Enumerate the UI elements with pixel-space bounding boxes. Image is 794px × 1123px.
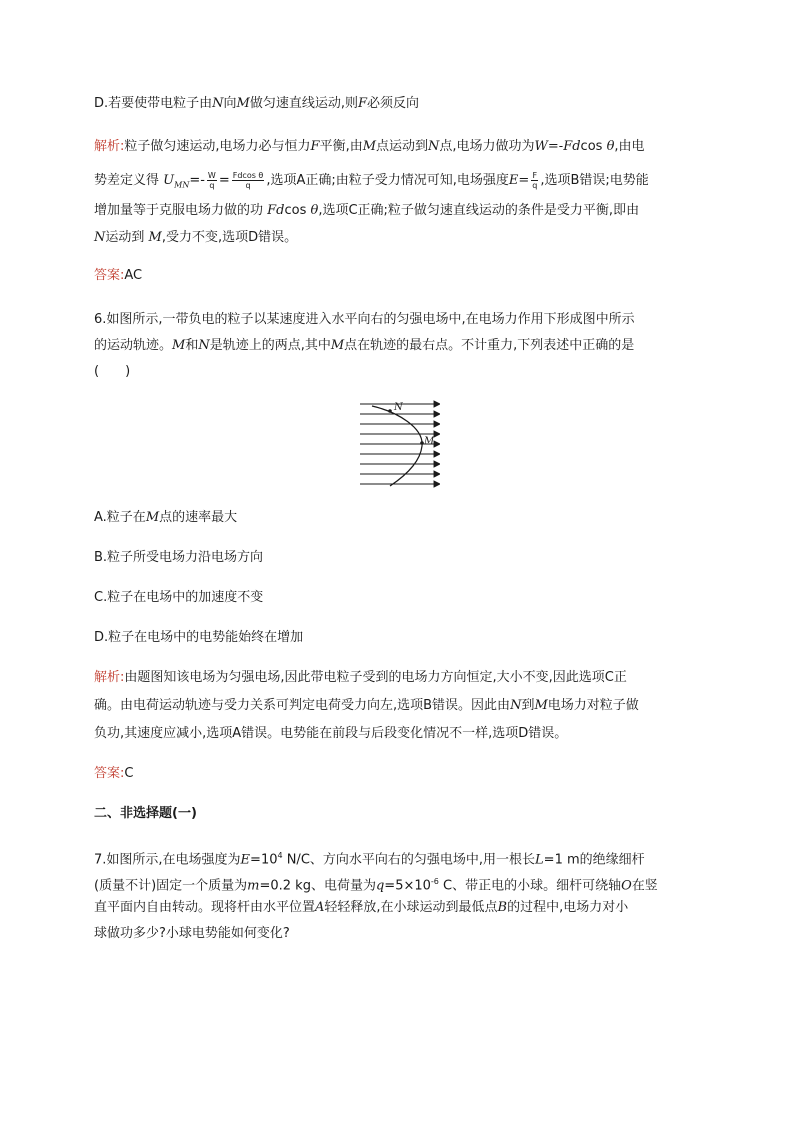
answer-label: 答案: (94, 268, 125, 283)
question-7-line-2: (质量不计)固定一个质量为m=0.2 kg、电荷量为$q=5\times 10^{-6}$ C、带正电的小球。细杆可绕轴O在竖 (94, 877, 658, 894)
question-6-line-3: ( ) (94, 364, 131, 379)
analysis-6-line-1: 解析:由题图知该电场为匀强电场,因此带电粒子受到的电场力方向恒定,大小不变,因此选项C正 (94, 670, 627, 685)
fraction-w-over-q: $\frac{W}{q}$ (207, 171, 216, 190)
point-n-marker (388, 409, 392, 413)
electric-field-trajectory-figure (360, 398, 440, 490)
analysis-6-line-3: 负功,其速度应减小,选项A错误。电势能在前段与后段变化情况不一样,选项D错误。 (94, 726, 568, 741)
section-title: 二、非选择题(一) (94, 806, 197, 821)
analysis-6-line-2: 确。由电荷运动轨迹与受力关系可判定电荷受力向左,选项B错误。因此由N到M电场力对粒子做 (94, 698, 639, 713)
fraction-f-over-q: $\frac{F}{q}$ (532, 171, 538, 190)
analysis-label: 解析: (94, 670, 125, 685)
answer-5 (94, 266, 142, 286)
fraction-fdcos-over-q: $\frac{\text{Fdcos θ}}{q}$ (232, 171, 264, 190)
question-7-line-3: 直平面内自由转动。现将杆由水平位置A轻轻释放,在小球运动到最低点B的过程中,电场力对小 (94, 900, 629, 915)
analysis-5-line-2: 势差定义得 $U_{MN}=-$ $\frac{W}{q}$ = $\frac{\text{Fdcos θ}}{q}$ ,选项A正确;由粒子受力情况可知,电场强度E= $\frac{F}{q}$ ,选项B错误;电势能 (94, 171, 649, 190)
option-d-prev: D.若要使带电粒子由N向M做匀速直线运动,则F必须反向 (94, 96, 420, 111)
question-7-line-4: 球做功多少?小球电势能如何变化? (94, 926, 290, 941)
analysis-5-line-1: 解析:粒子做匀速运动,电场力必与恒力F平衡,由M点运动到N点,电场力做功为W=-Fdcos θ,由电 (94, 139, 645, 154)
analysis-5-line-3: 增加量等于克服电场力做的功 Fdcos θ,选项C正确;粒子做匀速直线运动的条件是受力平衡,即由 (94, 203, 640, 218)
answer-value: C (124, 766, 134, 781)
question-6-line-1: 6.如图所示,一带负电的粒子以某速度进入水平向右的匀强电场中,在电场力作用下形成图中所示 (94, 312, 635, 327)
question-7-line-1: 7.如图所示,在电场强度为$E=10^4$ N/C、方向水平向右的匀强电场中,用一根长L=1 m的绝缘细杆 (94, 851, 645, 868)
option-c: C.粒子在电场中的加速度不变 (94, 590, 264, 605)
option-a: A.粒子在M点的速率最大 (94, 510, 238, 525)
answer-value: AC (124, 268, 143, 283)
analysis-label: 解析: (94, 139, 125, 154)
option-d: D.粒子在电场中的电势能始终在增加 (94, 630, 304, 645)
option-b: B.粒子所受电场力沿电场方向 (94, 550, 264, 565)
question-6-line-2: 的运动轨迹。M和N是轨迹上的两点,其中M点在轨迹的最右点。不计重力,下列表述中正确的是 (94, 338, 635, 353)
analysis-5-line-4: N运动到 M,受力不变,选项D错误。 (94, 230, 298, 245)
answer-label: 答案: (94, 766, 125, 781)
label-m: M (424, 436, 435, 447)
answer-6 (94, 764, 133, 784)
label-n: N (394, 402, 403, 413)
